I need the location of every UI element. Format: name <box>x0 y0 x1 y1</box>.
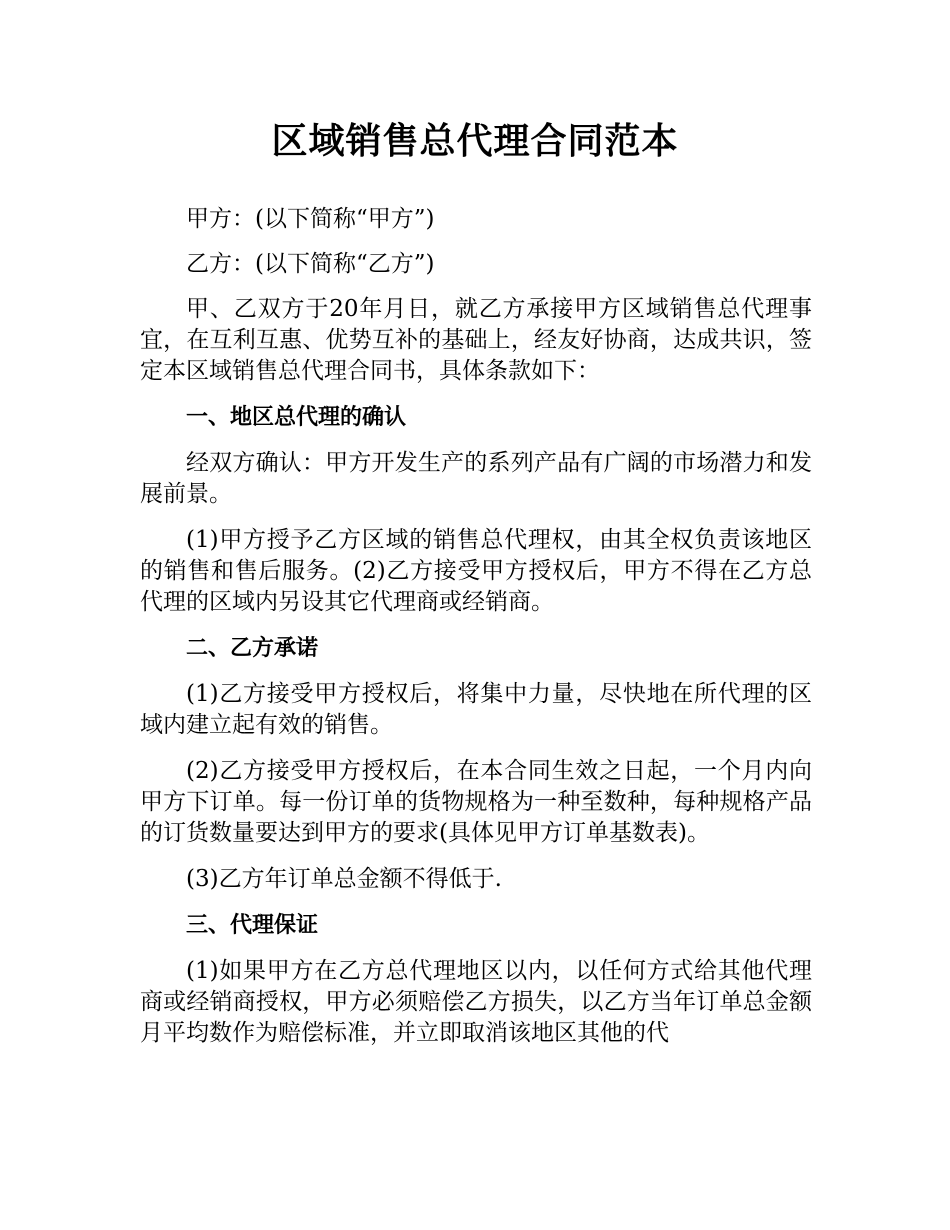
party-a-line: 甲方：(以下简称“甲方”) <box>186 206 435 232</box>
section-1-paragraph-2: (1)甲方授予乙方区域的销售总代理权，由其全权负责该地区的销售和售后服务。(2)乙方接受甲方授权后，甲方不得在乙方总代理的区域内另设其它代理商或经销商。 <box>140 527 812 615</box>
section-2-paragraph-3: (3)乙方年订单总金额不得低于. <box>186 866 502 892</box>
section-1-paragraph-1: 经双方确认：甲方开发生产的系列产品有广阔的市场潜力和发展前景。 <box>140 450 812 507</box>
section-2-paragraph-2: (2)乙方接受甲方授权后，在本合同生效之日起，一个月内向甲方下订单。每一份订单的货物规格为一种至数种，每种规格产品的订货数量要达到甲方的要求(具体见甲方订单基数表)。 <box>140 758 812 846</box>
document-title: 区域销售总代理合同范本 <box>271 121 679 162</box>
section-2-paragraph-1: (1)乙方接受甲方授权后，将集中力量，尽快地在所代理的区域内建立起有效的销售。 <box>140 681 812 738</box>
section-heading-2: 二、乙方承诺 <box>186 636 319 661</box>
intro-paragraph: 甲、乙双方于20年月日，就乙方承接甲方区域销售总代理事宜，在互利互惠、优势互补的基础上，经友好协商，达成共识，签定本区域销售总代理合同书，具体条款如下： <box>140 296 812 384</box>
document-body <box>140 204 812 1064</box>
section-heading-3: 三、代理保证 <box>186 913 319 938</box>
party-b-line: 乙方：(以下简称“乙方”) <box>186 251 435 277</box>
section-3-paragraph-1: (1)如果甲方在乙方总代理地区以内，以任何方式给其他代理商或经销商授权，甲方必须赔偿乙方损失，以乙方当年订单总金额月平均数作为赔偿标准，并立即取消该地区其他的代 <box>140 958 812 1046</box>
section-heading-1: 一、地区总代理的确认 <box>186 405 407 430</box>
